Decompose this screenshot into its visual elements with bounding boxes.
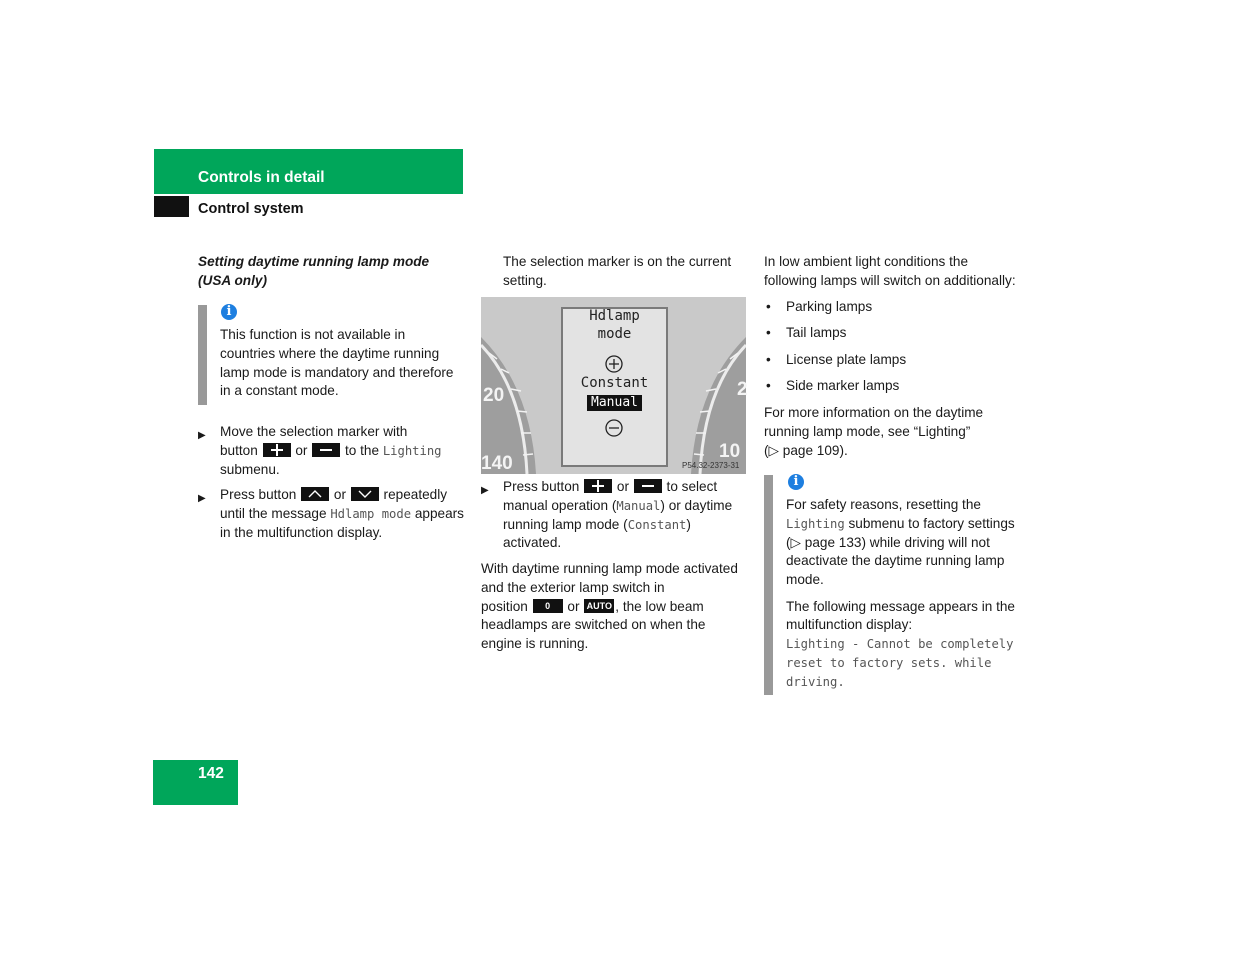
subsection-marker	[154, 196, 189, 217]
step-move-marker	[220, 423, 442, 479]
text: Press button	[220, 487, 297, 502]
switch-position-auto-icon: AUTO	[584, 599, 614, 613]
plus-button-icon	[584, 479, 612, 493]
step-press-button	[220, 486, 464, 542]
text-line: engine is running.	[481, 636, 589, 652]
heading-line: Setting daytime running lamp mode	[198, 254, 430, 269]
text-line: For more information on the daytime	[764, 405, 984, 420]
low-light-intro	[764, 253, 1016, 291]
text: manual operation (	[503, 497, 617, 513]
selection-marker-intro	[503, 253, 731, 291]
display-line-mode: mode	[597, 326, 632, 342]
text: ) or daytime	[660, 497, 733, 513]
text-line: headlamps are switched on when the	[481, 617, 706, 633]
heading-line: (USA only)	[198, 272, 267, 288]
note-line: mode.	[786, 572, 824, 588]
step-line	[503, 516, 732, 535]
page-number: 142	[198, 765, 224, 782]
step-arrow-icon: ▶	[198, 430, 206, 441]
subsection-title: Control system	[198, 201, 304, 217]
page-number-band	[153, 760, 238, 805]
text: running lamp mode (	[503, 516, 628, 532]
text: position	[481, 598, 528, 614]
step-line	[220, 442, 442, 461]
note-bar	[198, 305, 207, 405]
step-arrow-icon: ▶	[481, 485, 489, 496]
text: )	[686, 516, 691, 532]
note-line: The following message appears in the	[786, 598, 1015, 614]
text: or	[616, 479, 629, 494]
list-item: • Side marker lamps	[764, 377, 1034, 396]
more-info-paragraph	[764, 404, 983, 460]
step-line	[503, 497, 732, 516]
step-line: in the multifunction display.	[220, 524, 383, 540]
minus-button-icon	[312, 443, 340, 457]
up-button-icon	[301, 487, 329, 501]
step-line: submenu.	[220, 461, 280, 477]
multifunction-display-illustration	[481, 297, 746, 474]
plus-button-icon	[263, 443, 291, 457]
display-code: Lighting	[382, 443, 442, 458]
text: to the	[345, 442, 380, 458]
figure-reference: P54.32-2373-31	[682, 461, 740, 470]
gauge-label: 20	[483, 385, 505, 406]
step-line: activated.	[503, 535, 562, 551]
gauge-label: 140	[481, 453, 513, 474]
step-line	[503, 478, 732, 497]
note-line: lamp mode is mandatory and therefore	[220, 364, 454, 380]
display-message-line: reset to factory sets. while	[786, 655, 992, 670]
step-line	[220, 505, 464, 524]
text-line: following lamps will switch on additionally:	[764, 272, 1016, 288]
text-line: and the exterior lamp switch in	[481, 579, 665, 595]
text-line: The selection marker is on the current	[503, 254, 732, 269]
note-line: in a constant mode.	[220, 383, 339, 399]
list-item: • License plate lamps	[764, 351, 1034, 370]
step-line: Move the selection marker with	[220, 424, 408, 439]
display-code: Constant	[627, 517, 687, 532]
text: until the message	[220, 505, 327, 521]
page-reference-link[interactable]: (▷ page 109).	[764, 442, 848, 458]
gauge-label: 10	[719, 441, 741, 462]
text: Press button	[503, 479, 580, 494]
text: , the low beam	[615, 598, 704, 614]
step-arrow-icon: ▶	[198, 493, 206, 504]
text-line: With daytime running lamp mode activated	[481, 561, 738, 576]
note-line: countries where the daytime running	[220, 345, 440, 361]
text: appears	[414, 505, 464, 521]
text: button	[220, 442, 258, 458]
display-message-line: Lighting - Cannot be completely	[786, 637, 1014, 652]
display-code: Hdlamp mode	[330, 506, 412, 521]
procedure-heading	[198, 253, 429, 291]
list-item: • Parking lamps	[764, 298, 1034, 317]
section-title: Controls in detail	[198, 169, 325, 186]
lamps-list	[764, 298, 1034, 404]
list-item: • Tail lamps	[764, 324, 1034, 343]
lamp-switch-paragraph	[481, 560, 738, 654]
note-line	[786, 515, 1015, 534]
step-line	[220, 486, 464, 505]
page-reference-link[interactable]: (▷ page 133) while driving will not	[786, 534, 990, 550]
text: or	[333, 487, 346, 502]
display-code: Lighting	[786, 516, 845, 531]
note-bar	[764, 475, 773, 695]
display-message-line: driving.	[786, 674, 845, 689]
safety-note	[786, 496, 1015, 692]
display-option-manual-selected: Manual	[591, 395, 638, 410]
display-line-hdlamp: Hdlamp	[589, 308, 640, 324]
minus-button-icon	[634, 479, 662, 493]
text: or	[295, 442, 308, 458]
text: to select	[666, 479, 718, 494]
text-line: setting.	[503, 272, 547, 288]
note-line: multifunction display:	[786, 617, 913, 633]
display-option-constant: Constant	[580, 375, 649, 391]
note-line: deactivate the daytime running lamp	[786, 553, 1005, 569]
info-icon: i	[221, 304, 237, 320]
text: submenu to factory settings	[848, 515, 1015, 531]
gauge-label: 2	[737, 379, 748, 400]
step-select-mode	[503, 478, 732, 553]
text-line: running lamp mode, see “Lighting”	[764, 423, 971, 439]
note-line: For safety reasons, resetting the	[786, 497, 981, 512]
display-code: Manual	[616, 498, 661, 513]
switch-position-0-icon: 0	[533, 599, 563, 613]
down-button-icon	[351, 487, 379, 501]
text-line	[481, 598, 738, 617]
info-icon: i	[788, 474, 804, 490]
note-text	[220, 326, 453, 401]
text: repeatedly	[383, 487, 448, 502]
note-line: This function is not available in	[220, 327, 406, 342]
text: or	[567, 598, 580, 614]
text-line: In low ambient light conditions the	[764, 254, 969, 269]
